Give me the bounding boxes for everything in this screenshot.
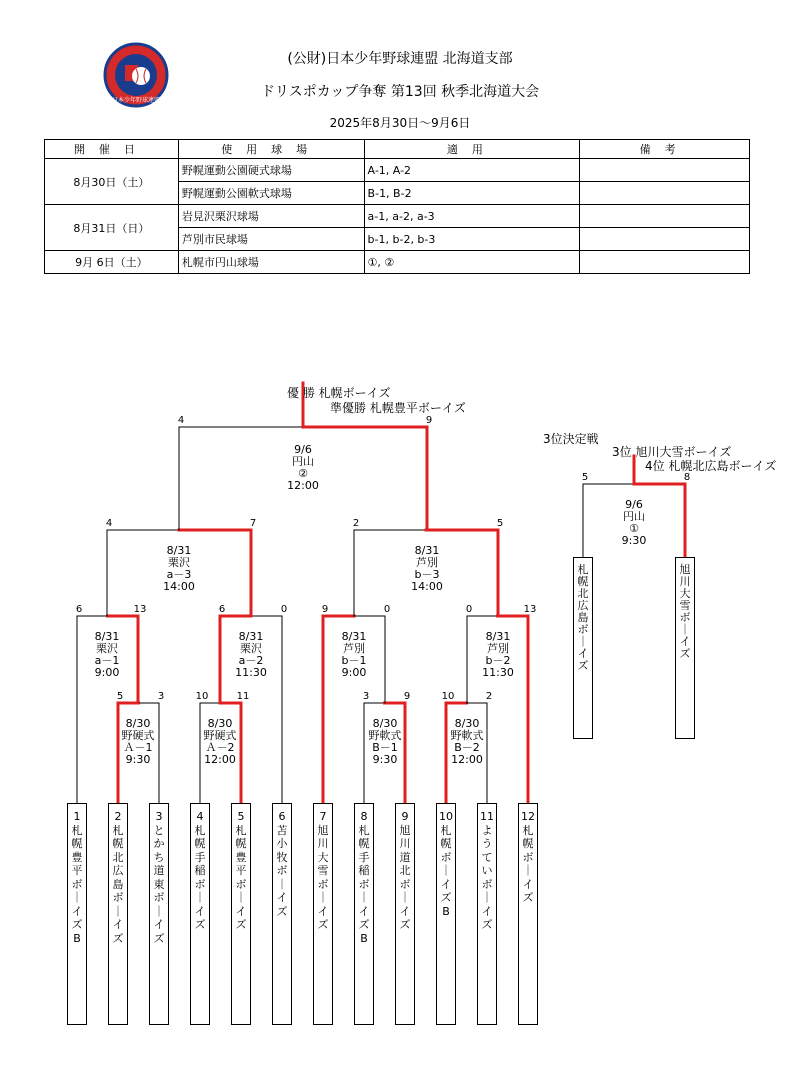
score-label: 9 (321, 604, 329, 615)
team-name-char: 苫 (276, 823, 288, 837)
team-name-char: 幌 (112, 837, 124, 850)
match-venue: 栗沢 (240, 642, 262, 655)
team-name-char: ボ (481, 877, 493, 891)
team-box (395, 803, 415, 1025)
team-name-char: 東 (153, 877, 165, 891)
schedule-date: 8月31日（日） (45, 205, 179, 251)
third-place-label: 3位 旭川大雪ボーイズ (612, 445, 732, 459)
team-name-char: 雪 (679, 599, 691, 612)
match-date: 8/30 (125, 717, 151, 730)
team-number: 2 (114, 810, 122, 823)
match-info (314, 631, 394, 679)
match-info (427, 718, 507, 766)
team-name-char: 北 (577, 587, 589, 600)
team-number: 5 (237, 810, 245, 823)
match-info (345, 718, 425, 766)
match-venue: 芦別 (343, 642, 365, 655)
score-label: 5 (496, 518, 504, 529)
team-name-char: ズ (399, 918, 411, 931)
team-name-char: て (481, 850, 493, 864)
team-number: 1 (73, 810, 81, 823)
team-name-char: 北 (112, 850, 124, 864)
match-date: 8/31 (485, 630, 511, 643)
team-name-char: ボ (317, 877, 329, 891)
team-number: 9 (401, 810, 409, 823)
score-label: 0 (465, 604, 473, 615)
team-name-char: ボ (112, 891, 124, 904)
team-box (67, 803, 87, 1025)
match-time: 12:00 (451, 753, 483, 766)
match-time: 9:00 (341, 666, 367, 679)
team-name-char: 幌 (440, 837, 452, 850)
team-name-char: ズ (235, 918, 247, 931)
match-info (180, 718, 260, 766)
match-code: ② (298, 467, 308, 480)
header-date: 開催日 (45, 140, 179, 159)
team-number: 4 (196, 810, 204, 823)
team-name-char: 幌 (71, 837, 83, 850)
team-name-char: ズ (481, 918, 493, 931)
score-label: 9 (403, 691, 411, 702)
third-place-team-box (573, 557, 593, 739)
team-name-char: 札 (194, 823, 206, 837)
match-date: 8/31 (341, 630, 367, 643)
team-box (190, 803, 210, 1025)
schedule-venue: 岩見沢栗沢球場 (178, 205, 364, 228)
team-name-char: 豊 (71, 850, 83, 864)
team-name-char: ボ (194, 877, 206, 891)
team-name-char: 札 (235, 823, 247, 837)
score-label: 3 (157, 691, 165, 702)
team-number: 7 (319, 810, 327, 823)
tournament-dates: 2025年8月30日～9月6日 (329, 116, 471, 130)
team-box (518, 803, 538, 1025)
match-venue: 野軟式 (450, 729, 484, 742)
team-name-char: 札 (577, 563, 589, 576)
match-date: 8/30 (372, 717, 398, 730)
match-time: 12:00 (287, 479, 319, 492)
team-name-char: と (153, 823, 165, 837)
team-name-char: イ (235, 904, 247, 918)
team-box (149, 803, 169, 1025)
team-name-char: ズ (194, 918, 206, 931)
team-name-char: ボ (522, 850, 534, 864)
score-label: 13 (523, 604, 537, 615)
team-name-char: 平 (235, 864, 247, 877)
team-name-char: ｜ (522, 864, 534, 877)
team-name-char: イ (577, 647, 589, 660)
schedule-venue: 芦別市民球場 (178, 228, 364, 251)
team-name-char: い (481, 864, 493, 877)
score-label: 9 (425, 415, 433, 426)
match-venue: 栗沢 (96, 642, 118, 655)
team-name-char: ボ (679, 611, 691, 624)
match-info (211, 631, 291, 679)
team-box (354, 803, 374, 1025)
match-venue: 栗沢 (168, 556, 190, 569)
match-code: Ａ－2 (205, 741, 235, 754)
team-number: 12 (521, 810, 535, 823)
team-name-char: 北 (399, 864, 411, 877)
score-label: 10 (195, 691, 209, 702)
score-label: 7 (249, 518, 257, 529)
team-name-char: 大 (679, 587, 691, 600)
score-label: 0 (383, 604, 391, 615)
team-name-char: 川 (317, 837, 329, 850)
logo-text: 日本少年野球連盟 (111, 97, 161, 104)
match-time: 9:30 (372, 753, 398, 766)
team-name-char: ｜ (358, 891, 370, 904)
header-venue: 使用球場 (178, 140, 364, 159)
header-applies: 適用 (364, 140, 580, 159)
team-name-char: 島 (112, 877, 124, 891)
team-box (436, 803, 456, 1025)
fourth-place-label: 4位 札幌北広島ボーイズ (645, 459, 777, 473)
team-name-char: 牧 (276, 850, 288, 864)
match-date: 8/30 (207, 717, 233, 730)
score-label: 6 (75, 604, 83, 615)
team-name-char: ズ (358, 918, 370, 931)
match-info (387, 545, 467, 593)
team-name-char: ズ (71, 918, 83, 931)
team-name-char: ズ (276, 904, 288, 918)
match-time: 12:00 (204, 753, 236, 766)
team-name-char: 札 (71, 823, 83, 837)
match-venue: 芦別 (416, 556, 438, 569)
runner-up-label: 準優勝 札幌豊平ボーイズ (330, 401, 466, 415)
match-code: a－3 (166, 568, 192, 581)
team-name-char: 豊 (235, 850, 247, 864)
match-venue: 円山 (623, 510, 645, 523)
schedule-venue: 札幌市円山球場 (178, 251, 364, 274)
team-name-char: イ (112, 918, 124, 931)
team-name-char: イ (194, 904, 206, 918)
team-name-char: ボ (358, 877, 370, 891)
score-label: 2 (485, 691, 493, 702)
score-label: 3 (362, 691, 370, 702)
team-name-char: 広 (112, 864, 124, 877)
match-code: B－2 (454, 741, 480, 754)
team-name-char: ズ (317, 918, 329, 931)
team-name-char: ズ (153, 931, 165, 945)
team-name-char: 島 (577, 611, 589, 624)
score-label: 0 (280, 604, 288, 615)
team-name-char: 広 (577, 599, 589, 612)
match-time: 14:00 (163, 580, 195, 593)
match-date: 9/6 (294, 443, 312, 456)
team-number: 3 (155, 810, 163, 823)
match-code: b－3 (414, 568, 440, 581)
match-info (139, 545, 219, 593)
team-name-char: イ (276, 891, 288, 904)
match-time: 11:30 (235, 666, 267, 679)
match-venue: 野硬式 (121, 729, 155, 742)
team-box (108, 803, 128, 1025)
team-name-char: 稲 (194, 864, 206, 877)
team-name-char: ｜ (276, 877, 288, 891)
match-date: 9/6 (625, 498, 643, 511)
schedule-date: 8月30日（土） (45, 159, 179, 205)
team-name-char: 道 (153, 864, 165, 877)
team-name-char: 稲 (358, 864, 370, 877)
match-code: B－1 (372, 741, 398, 754)
match-date: 8/30 (454, 717, 480, 730)
match-info (98, 718, 178, 766)
team-name-char: 旭 (679, 563, 691, 576)
score-label: 4 (105, 518, 113, 529)
team-number: 6 (278, 810, 286, 823)
team-name-char: イ (440, 877, 452, 891)
team-name-char: 小 (276, 837, 288, 850)
schedule-applies: B-1, B-2 (364, 182, 580, 205)
match-date: 8/31 (414, 544, 440, 557)
score-label: 5 (581, 472, 589, 483)
match-venue: 野軟式 (368, 729, 402, 742)
team-name-char: イ (481, 904, 493, 918)
team-name-char: ボ (71, 877, 83, 891)
champion-label: 優 勝 札幌ボーイズ (287, 386, 391, 400)
team-name-char: ズ (577, 659, 589, 672)
team-name-char: ｜ (112, 904, 124, 918)
match-info (594, 499, 674, 547)
match-code: a－1 (94, 654, 120, 667)
team-box (272, 803, 292, 1025)
team-number: 11 (480, 810, 494, 823)
score-label: 8 (683, 472, 691, 483)
team-name-char: 札 (112, 823, 124, 837)
score-label: 4 (177, 415, 185, 426)
match-code: a－2 (238, 654, 264, 667)
score-label: 10 (441, 691, 455, 702)
team-name-char: イ (317, 904, 329, 918)
match-time: 9:30 (621, 534, 647, 547)
score-label: 2 (352, 518, 360, 529)
match-time: 14:00 (411, 580, 443, 593)
team-box (313, 803, 333, 1025)
team-name-char: ｜ (577, 635, 589, 648)
match-code: b－1 (341, 654, 367, 667)
team-name-char: 道 (399, 850, 411, 864)
team-name-char: イ (358, 904, 370, 918)
team-name-char: よ (481, 823, 493, 837)
team-name-char: 札 (358, 823, 370, 837)
team-name-char: 雪 (317, 864, 329, 877)
third-place-title: 3位決定戦 (543, 432, 599, 446)
team-name-char: 幌 (522, 837, 534, 850)
team-name-char: ｜ (481, 891, 493, 904)
team-box (231, 803, 251, 1025)
team-name-char: イ (522, 877, 534, 891)
third-place-team-box (675, 557, 695, 739)
team-name-char: 札 (522, 823, 534, 837)
team-name-char: 札 (440, 823, 452, 837)
match-time: 11:30 (482, 666, 514, 679)
team-name-char: イ (679, 635, 691, 648)
team-name-char: か (153, 837, 165, 850)
team-name-char: 大 (317, 850, 329, 864)
team-name-char: B (442, 904, 450, 918)
org-title: (公財)日本少年野球連盟 北海道支部 (287, 51, 513, 67)
schedule-applies: b-1, b-2, b-3 (364, 228, 580, 251)
schedule-applies: ①, ② (364, 251, 580, 274)
match-info (263, 444, 343, 492)
score-label: 6 (218, 604, 226, 615)
team-name-char: ズ (112, 931, 124, 945)
team-name-char: 幌 (358, 837, 370, 850)
team-name-char: イ (153, 918, 165, 931)
team-name-char: ズ (440, 891, 452, 904)
team-name-char: ズ (522, 891, 534, 904)
team-name-char: ボ (235, 877, 247, 891)
team-name-char: ボ (276, 864, 288, 877)
team-number: 8 (360, 810, 368, 823)
team-name-char: う (481, 837, 493, 850)
schedule-applies: A-1, A-2 (364, 159, 580, 182)
match-date: 8/31 (166, 544, 192, 557)
team-name-char: 手 (358, 850, 370, 864)
team-name-char: イ (71, 904, 83, 918)
team-name-char: ズ (679, 647, 691, 660)
team-name-char: 幌 (235, 837, 247, 850)
team-name-char: 手 (194, 850, 206, 864)
schedule-applies: a-1, a-2, a-3 (364, 205, 580, 228)
team-name-char: ｜ (440, 864, 452, 877)
match-code: ① (629, 522, 639, 535)
team-name-char: イ (399, 904, 411, 918)
team-name-char: ｜ (399, 891, 411, 904)
team-name-char: ｜ (317, 891, 329, 904)
score-label: 13 (133, 604, 147, 615)
match-info (67, 631, 147, 679)
match-venue: 芦別 (487, 642, 509, 655)
team-name-char: 平 (71, 864, 83, 877)
team-name-char: 旭 (317, 823, 329, 837)
team-name-char: ｜ (679, 623, 691, 636)
match-code: Ａ－1 (123, 741, 153, 754)
team-name-char: 幌 (577, 575, 589, 588)
score-label: 11 (236, 691, 250, 702)
team-name-char: ボ (577, 623, 589, 636)
team-name-char: 川 (399, 837, 411, 850)
team-name-char: ち (153, 850, 165, 864)
match-venue: 野硬式 (203, 729, 237, 742)
match-code: b－2 (485, 654, 511, 667)
match-info (458, 631, 538, 679)
team-name-char: ボ (440, 850, 452, 864)
schedule-venue: 野幌運動公園硬式球場 (178, 159, 364, 182)
team-name-char: 旭 (399, 823, 411, 837)
team-name-char: ｜ (71, 891, 83, 904)
team-number: 10 (439, 810, 453, 823)
match-time: 9:00 (94, 666, 120, 679)
team-name-char: B (73, 931, 81, 945)
team-name-char: B (360, 931, 368, 945)
match-date: 8/31 (238, 630, 264, 643)
team-box (477, 803, 497, 1025)
schedule-date: 9月 6日（土） (45, 251, 179, 274)
schedule-venue: 野幌運動公園軟式球場 (178, 182, 364, 205)
score-label: 5 (116, 691, 124, 702)
match-venue: 円山 (292, 455, 314, 468)
match-date: 8/31 (94, 630, 120, 643)
team-name-char: ボ (399, 877, 411, 891)
team-name-char: ｜ (194, 891, 206, 904)
team-name-char: 川 (679, 575, 691, 588)
team-name-char: ｜ (235, 891, 247, 904)
tournament-title: ドリスポカップ争奪 第13回 秋季北海道大会 (260, 84, 540, 100)
team-name-char: 幌 (194, 837, 206, 850)
header-notes: 備考 (580, 140, 750, 159)
team-name-char: ｜ (153, 904, 165, 918)
team-name-char: ボ (153, 891, 165, 904)
match-time: 9:30 (125, 753, 151, 766)
